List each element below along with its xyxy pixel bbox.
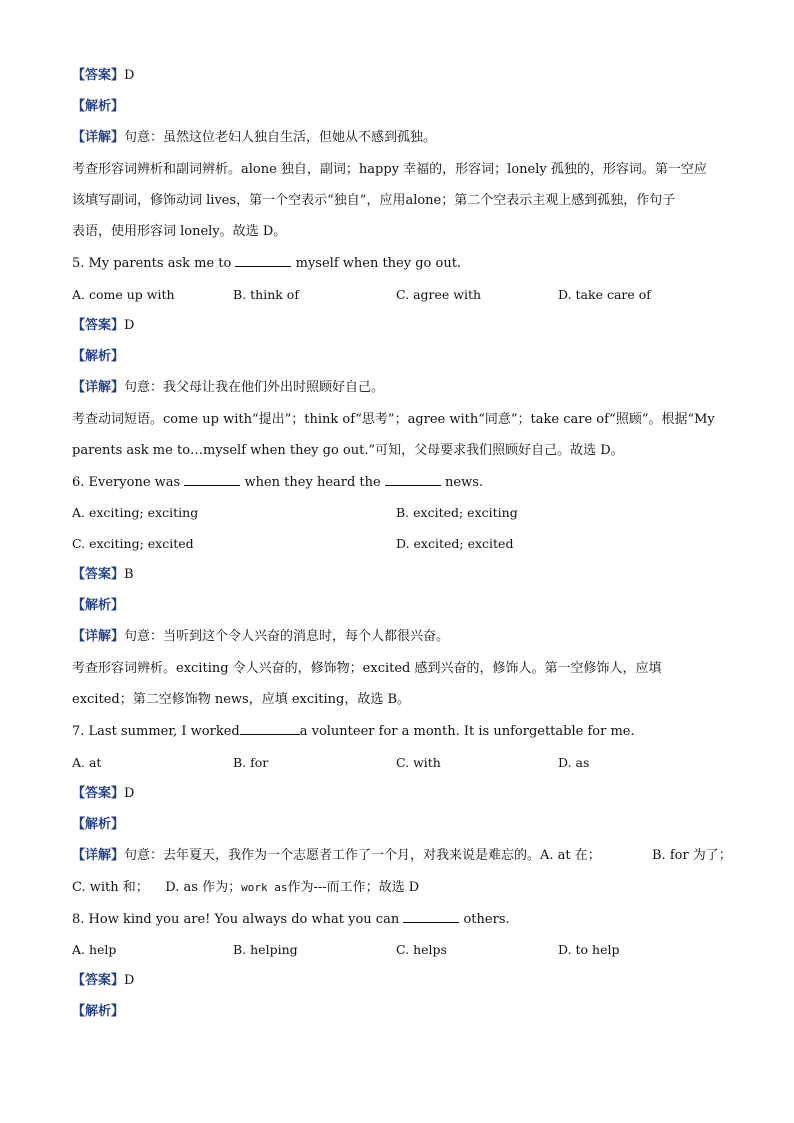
- option-c: C. agree with: [396, 287, 482, 302]
- stem-text: others.: [463, 912, 510, 927]
- analysis-tag: 【解析】: [72, 1004, 125, 1019]
- detail-line: [72, 129, 436, 147]
- detail-meaning: 句意：虽然这位老妇人独自生活，但她从不感到孤独。: [124, 130, 437, 145]
- analysis-tag: 【解析】: [72, 349, 125, 364]
- explanation-text: C. with 和；: [72, 880, 149, 895]
- option-a: A. exciting; exciting: [72, 505, 199, 520]
- option-c: C. with: [396, 755, 441, 770]
- stem-text: 5. My parents ask me to: [72, 256, 232, 271]
- analysis-tag: 【解析】: [72, 817, 125, 832]
- answer-blank: [235, 254, 291, 267]
- explanation-line: 考查动词短语。come up with“提出”；think of“思考”；agree with“同意”；take care of“照顾”。根据“My: [72, 412, 715, 427]
- explanation-text: D. as 作为；: [165, 880, 242, 895]
- explanation-text: 作为---而工作；故选 D: [287, 880, 420, 895]
- option-a: A. at: [72, 755, 102, 770]
- question-stem: [72, 473, 483, 492]
- answer-value: D: [124, 68, 135, 83]
- analysis-tag: 【解析】: [72, 598, 125, 613]
- answer-blank: [385, 473, 441, 486]
- detail-meaning: 句意：我父母让我在他们外出时照顾好自己。: [124, 380, 385, 395]
- option-a: A. come up with: [72, 287, 175, 302]
- explanation-line: excited；第二空修饰物 news，应填 exciting，故选 B。: [72, 692, 411, 707]
- option-d: D. as: [558, 755, 590, 770]
- explanation-line: [72, 879, 419, 897]
- analysis-heading: [72, 348, 124, 366]
- explanation-line: 该填写副词，修饰动词 lives，第一个空表示“独自”，应用alone；第二个空表示主观上感到孤独，作句子: [72, 193, 676, 208]
- answer-line: [72, 67, 134, 85]
- option-c: C. exciting; excited: [72, 536, 194, 551]
- answer-line: [72, 972, 134, 990]
- analysis-heading: [72, 1003, 124, 1021]
- detail-tail: B. for 为了；: [652, 848, 732, 863]
- detail-tag: 【详解】: [72, 130, 125, 145]
- explanation-line: 表语，使用形容词 lonely。故选 D。: [72, 224, 287, 239]
- option-d: D. excited; excited: [396, 536, 514, 551]
- analysis-heading: [72, 98, 124, 116]
- analysis-heading: [72, 597, 124, 615]
- detail-line: [72, 379, 384, 397]
- answer-tag: 【答案】: [72, 786, 125, 801]
- stem-text: 8. How kind you are! You always do what you can: [72, 912, 400, 927]
- answer-line: [72, 317, 134, 335]
- option-d: D. to help: [558, 942, 620, 957]
- answer-value: D: [124, 786, 135, 801]
- answer-tag: 【答案】: [72, 567, 125, 582]
- stem-text: news.: [445, 475, 484, 490]
- answer-value: D: [124, 973, 135, 988]
- option-d: D. take care of: [558, 287, 651, 302]
- option-b: B. excited; exciting: [396, 505, 518, 520]
- option-b: B. think of: [233, 287, 299, 302]
- question-stem: [72, 254, 461, 273]
- option-b: B. for: [233, 755, 269, 770]
- analysis-tag: 【解析】: [72, 99, 125, 114]
- answer-tag: 【答案】: [72, 318, 125, 333]
- detail-line: [72, 847, 601, 865]
- answer-blank: [240, 722, 300, 735]
- stem-text: 6. Everyone was: [72, 475, 181, 490]
- explanation-line: 考查形容词辨析。exciting 令人兴奋的，修饰物；excited 感到兴奋的，修饰人。第一空修饰人，应填: [72, 661, 662, 676]
- explanation-code: work as: [241, 881, 288, 894]
- detail-meaning: 句意：去年夏天，我作为一个志愿者工作了一个月，对我来说是难忘的。A. at 在；: [124, 848, 601, 863]
- explanation-line: 考查形容词辨析和副词辨析。alone 独自，副词；happy 幸福的，形容词；lonely 孤独的，形容词。第一空应: [72, 162, 707, 177]
- detail-tag: 【详解】: [72, 629, 125, 644]
- detail-tag: 【详解】: [72, 380, 125, 395]
- detail-meaning: 句意：当听到这个令人兴奋的消息时，每个人都很兴奋。: [124, 629, 450, 644]
- answer-line: [72, 566, 134, 584]
- answer-tag: 【答案】: [72, 973, 125, 988]
- answer-blank: [184, 473, 240, 486]
- stem-text: a volunteer for a month. It is unforgettable for me.: [299, 724, 635, 739]
- answer-line: [72, 785, 134, 803]
- question-stem: [72, 910, 510, 929]
- answer-value: B: [124, 567, 134, 582]
- option-a: A. help: [72, 942, 117, 957]
- question-stem: [72, 722, 635, 741]
- option-b: B. helping: [233, 942, 298, 957]
- stem-text: 7. Last summer, I worked: [72, 724, 240, 739]
- detail-tag: 【详解】: [72, 848, 125, 863]
- analysis-heading: [72, 816, 124, 834]
- explanation-line: parents ask me to…myself when they go out.”可知，父母要求我们照顾好自己。故选 D。: [72, 443, 624, 458]
- stem-text: myself when they go out.: [295, 256, 462, 271]
- option-c: C. helps: [396, 942, 447, 957]
- stem-text: when they heard the: [244, 475, 381, 490]
- detail-line: [72, 628, 449, 646]
- answer-blank: [403, 910, 459, 923]
- answer-tag: 【答案】: [72, 68, 125, 83]
- answer-value: D: [124, 318, 135, 333]
